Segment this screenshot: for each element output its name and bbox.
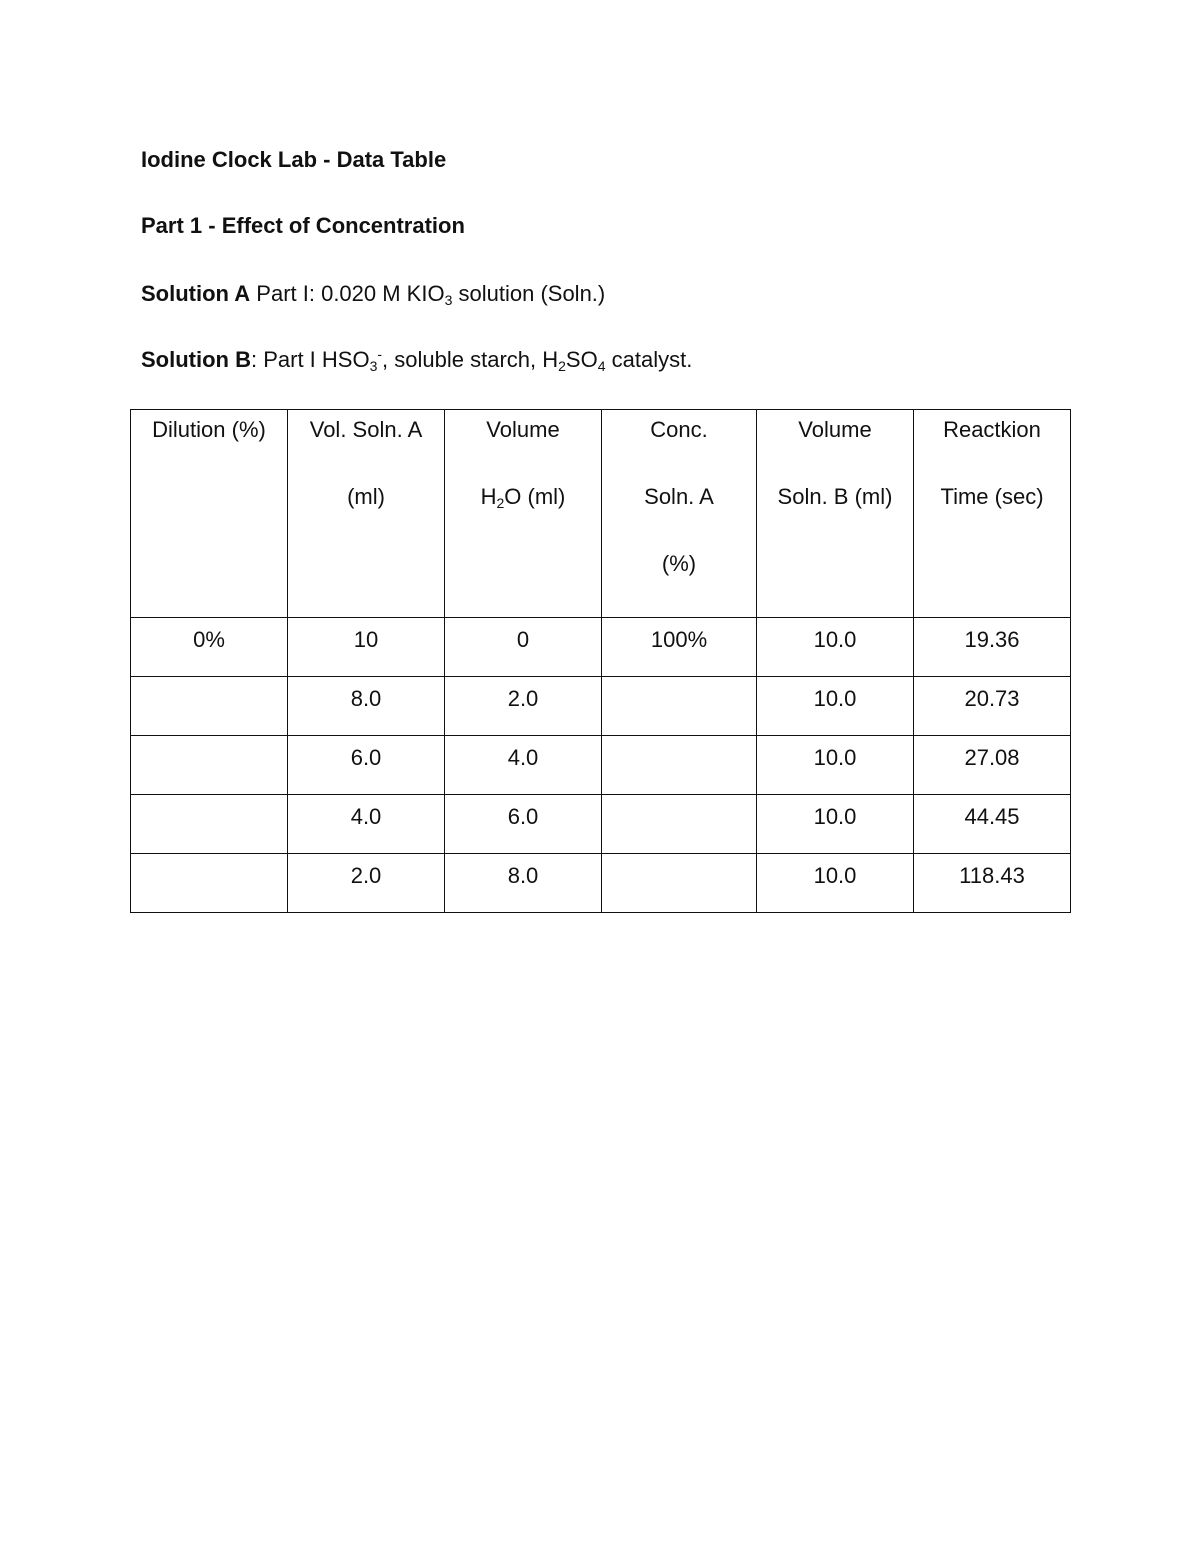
solution-a-line bbox=[141, 280, 605, 308]
part-heading: Part 1 - Effect of Concentration bbox=[141, 213, 465, 238]
header-volume-b-line2: Soln. B (ml) bbox=[777, 484, 893, 509]
cell-reaction-time: 118.43 bbox=[914, 854, 1071, 913]
cell-dilution bbox=[131, 677, 288, 736]
solution-b-sup-1: - bbox=[377, 346, 383, 362]
header-conc-line2: Soln. A bbox=[644, 484, 714, 509]
solution-a-text: Part I: 0.020 M KIO bbox=[250, 281, 445, 306]
cell-reaction-time: 20.73 bbox=[914, 677, 1071, 736]
solution-b-text-4: catalyst. bbox=[605, 347, 693, 372]
header-h2o-h: H bbox=[480, 484, 497, 509]
cell-conc-soln-a bbox=[602, 677, 757, 736]
cell-vol-soln-a: 10 bbox=[288, 618, 445, 677]
cell-volume-h2o: 8.0 bbox=[445, 854, 602, 913]
header-reaction-time bbox=[914, 410, 1071, 618]
cell-dilution bbox=[131, 736, 288, 795]
solution-b-text-3: SO bbox=[565, 347, 598, 372]
header-volume-h2o bbox=[445, 410, 602, 618]
header-conc-line3: (%) bbox=[661, 551, 697, 576]
header-conc-soln-a bbox=[602, 410, 757, 618]
cell-volume-h2o: 6.0 bbox=[445, 795, 602, 854]
solution-a-text-end: solution (Soln.) bbox=[452, 281, 606, 306]
solution-a-subscript: 3 bbox=[444, 292, 453, 308]
solution-b-sub-2: 2 bbox=[558, 358, 566, 374]
table-header-row bbox=[131, 410, 1071, 618]
header-volume-h2o-line2 bbox=[449, 483, 597, 550]
cell-reaction-time: 44.45 bbox=[914, 795, 1071, 854]
header-vol-soln-a-line1: Vol. Soln. A bbox=[309, 417, 423, 442]
header-dilution-label: Dilution (%) bbox=[152, 417, 266, 442]
table-row bbox=[131, 736, 1071, 795]
cell-dilution: 0% bbox=[131, 618, 288, 677]
header-vol-soln-a-line2: (ml) bbox=[347, 484, 385, 509]
cell-volume-soln-b: 10.0 bbox=[757, 854, 914, 913]
header-time-line2: Time (sec) bbox=[940, 484, 1044, 509]
cell-volume-h2o: 0 bbox=[445, 618, 602, 677]
cell-vol-soln-a: 2.0 bbox=[288, 854, 445, 913]
table-row bbox=[131, 854, 1071, 913]
solution-b-sub-3: 4 bbox=[597, 358, 606, 374]
cell-reaction-time: 19.36 bbox=[914, 618, 1071, 677]
solution-b-line bbox=[141, 346, 692, 374]
data-table bbox=[130, 409, 1071, 913]
cell-volume-soln-b: 10.0 bbox=[757, 736, 914, 795]
cell-conc-soln-a bbox=[602, 736, 757, 795]
table-row bbox=[131, 618, 1071, 677]
cell-volume-soln-b: 10.0 bbox=[757, 795, 914, 854]
cell-vol-soln-a: 6.0 bbox=[288, 736, 445, 795]
table-row bbox=[131, 795, 1071, 854]
solution-b-sub-1: 3 bbox=[369, 358, 378, 374]
table-row bbox=[131, 677, 1071, 736]
cell-volume-h2o: 2.0 bbox=[445, 677, 602, 736]
header-h2o-rest: O (ml) bbox=[504, 484, 566, 509]
header-time-line1: Reactkion bbox=[943, 417, 1041, 442]
cell-volume-h2o: 4.0 bbox=[445, 736, 602, 795]
header-volume-soln-b bbox=[757, 410, 914, 618]
solution-b-text-1: : Part I HSO bbox=[250, 347, 370, 372]
header-dilution bbox=[131, 410, 288, 618]
cell-dilution bbox=[131, 854, 288, 913]
header-h2o-subscript: 2 bbox=[496, 495, 505, 511]
header-volume-h2o-line1: Volume bbox=[486, 417, 560, 442]
cell-conc-soln-a bbox=[602, 854, 757, 913]
solution-a-label: Solution A bbox=[141, 281, 251, 306]
cell-conc-soln-a bbox=[602, 795, 757, 854]
document-title: Iodine Clock Lab - Data Table bbox=[141, 147, 447, 172]
cell-volume-soln-b: 10.0 bbox=[757, 677, 914, 736]
solution-b-label: Solution B bbox=[141, 347, 251, 372]
header-conc-line1: Conc. bbox=[650, 417, 708, 442]
cell-dilution bbox=[131, 795, 288, 854]
header-volume-b-line1: Volume bbox=[798, 417, 872, 442]
cell-vol-soln-a: 8.0 bbox=[288, 677, 445, 736]
cell-volume-soln-b: 10.0 bbox=[757, 618, 914, 677]
cell-conc-soln-a: 100% bbox=[602, 618, 757, 677]
solution-b-text-2: , soluble starch, H bbox=[382, 347, 559, 372]
cell-vol-soln-a: 4.0 bbox=[288, 795, 445, 854]
cell-reaction-time: 27.08 bbox=[914, 736, 1071, 795]
header-vol-soln-a bbox=[288, 410, 445, 618]
